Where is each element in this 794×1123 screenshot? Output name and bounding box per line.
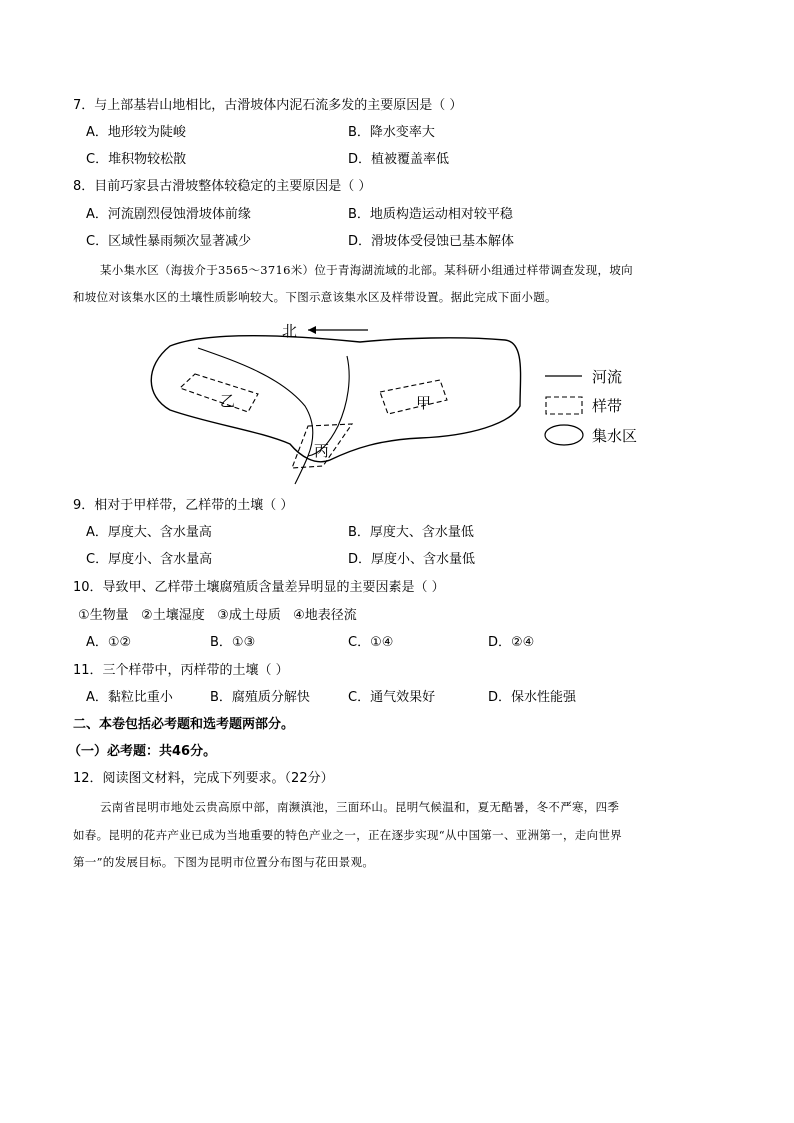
legend-river-label: 河流 xyxy=(592,368,623,386)
catchment-boundary xyxy=(151,336,520,462)
question-10-option-b: B．①③ xyxy=(210,635,256,650)
question-7-stem: 7．与上部基岩山地相比，古滑坡体内泥石流多发的主要原因是（ ） xyxy=(73,98,463,113)
section-2-subtitle: （一）必考题：共46分。 xyxy=(68,744,217,759)
label-yi: 乙 xyxy=(220,392,236,410)
question-12-material-line-1: 云南省昆明市地处云贵高原中部，南濒滇池，三面环山。昆明气候温和，夏无酷暑，冬不严寒，四季 xyxy=(100,800,620,814)
question-7-option-b: B．降水变率大 xyxy=(348,125,435,140)
question-9-option-a: A．厚度大、含水量高 xyxy=(86,525,212,540)
section-2-title: 二、本卷包括必考题和选考题两部分。 xyxy=(73,717,295,732)
belt-yi xyxy=(180,374,258,412)
question-11-option-c: C．通气效果好 xyxy=(348,690,436,705)
question-8-option-b: B．地质构造运动相对较平稳 xyxy=(348,207,513,222)
question-10-option-a: A．①② xyxy=(86,635,132,650)
north-label: 北 xyxy=(282,322,298,340)
label-bing: 丙 xyxy=(314,442,330,460)
question-11-option-b: B．腐殖质分解快 xyxy=(210,690,310,705)
question-10-factors: ①生物量 ②土壤湿度 ③成土母质 ④地表径流 xyxy=(78,608,357,623)
question-7-option-d: D．植被覆盖率低 xyxy=(348,152,450,167)
question-11-option-a: A．黏粒比重小 xyxy=(86,690,173,705)
question-10-option-c: C．①④ xyxy=(348,635,394,650)
question-10-option-d: D．②④ xyxy=(488,635,535,650)
question-7-option-c: C．堆积物较松散 xyxy=(86,152,187,167)
question-9-stem: 9．相对于甲样带，乙样带的土壤（ ） xyxy=(73,498,294,513)
legend-catchment-icon xyxy=(545,425,583,445)
question-7-option-a: A．地形较为陡峻 xyxy=(86,125,186,140)
question-8-option-c: C．区域性暴雨频次显著减少 xyxy=(86,234,252,249)
question-8-option-a: A．河流剧烈侵蚀滑坡体前缘 xyxy=(86,207,251,222)
question-10-stem: 10．导致甲、乙样带土壤腐殖质含量差异明显的主要因素是（ ） xyxy=(73,580,445,595)
question-11-option-d: D．保水性能强 xyxy=(488,690,577,705)
question-9-option-d: D．厚度小、含水量低 xyxy=(348,552,476,567)
legend-belt-label: 样带 xyxy=(592,397,623,415)
intro-line-2: 和坡位对该集水区的土壤性质影响较大。下图示意该集水区及样带设置。据此完成下面小题。 xyxy=(73,290,557,304)
river-main-stem xyxy=(295,456,308,484)
river-west-branch xyxy=(198,348,313,456)
legend-catchment-label: 集水区 xyxy=(592,427,638,445)
river-east-branch xyxy=(308,356,349,456)
north-arrow-head-icon xyxy=(308,326,316,334)
question-9-option-c: C．厚度小、含水量高 xyxy=(86,552,213,567)
belt-jia xyxy=(380,380,447,414)
question-8-stem: 8．目前巧家县古滑坡整体较稳定的主要原因是（ ） xyxy=(73,179,372,194)
question-12-material-line-3: 第一”的发展目标。下图为昆明市位置分布图与花田景观。 xyxy=(73,855,375,869)
catchment-diagram xyxy=(140,316,660,486)
question-8-option-d: D．滑坡体受侵蚀已基本解体 xyxy=(348,234,515,249)
intro-line-1: 某小集水区（海拔介于3565～3716米）位于青海湖流域的北部。某科研小组通过样带调查发现，坡向 xyxy=(100,263,633,277)
question-12-material-line-2: 如春。昆明的花卉产业已成为当地重要的特色产业之一，正在逐步实现“从中国第一、亚洲第一，走向世界 xyxy=(73,828,622,842)
question-11-stem: 11．三个样带中，丙样带的土壤（ ） xyxy=(73,663,289,678)
question-12-stem: 12．阅读图文材料，完成下列要求。（22分） xyxy=(73,771,334,786)
question-9-option-b: B．厚度大、含水量低 xyxy=(348,525,474,540)
label-jia: 甲 xyxy=(416,394,432,412)
legend-belt-icon xyxy=(546,397,582,414)
